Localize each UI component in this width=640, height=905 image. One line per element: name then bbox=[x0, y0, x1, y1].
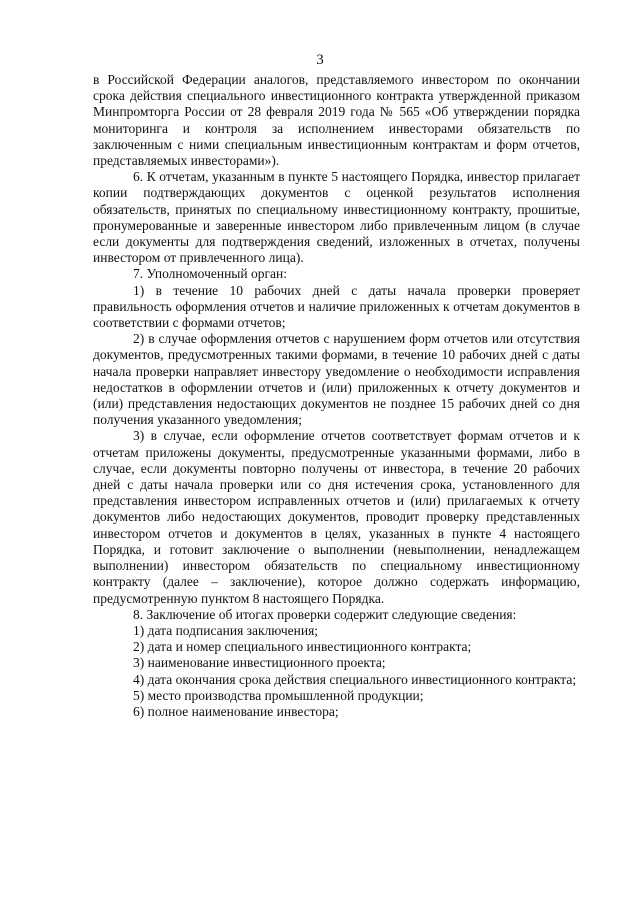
paragraph-8-item-6: 6) полное наименование инвестора; bbox=[133, 703, 339, 719]
page-number: 3 bbox=[316, 52, 324, 68]
paragraph-7-item-3: 3) в случае, если оформление отчетов соответствует формам отчетов и к отчетам приложены документы, предусмотренные указанными формами, либо в случае, если документы повторно получены от инвестора, в течение 20 рабочих дней с даты начала проверки или со дня истечения срока, установленного для представления инвестором исправленных отчетов и (или) прилагаемых к отчету документов либо недостающих документов, проводит проверку представленных инвестором отчетов и документов в целях, указанных в пункте 4 настоящего Порядка, и готовит заключение о выполнении (невыполнении, ненадлежащем выполнении) инвестором обязательств по специальному инвестиционному контракту (далее – заключение), которое должно содержать информацию, предусмотренную пунктом 8 настоящего Порядка. bbox=[93, 428, 580, 606]
paragraph-8-item-1: 1) дата подписания заключения; bbox=[133, 622, 319, 638]
paragraph-7-item-2: 2) в случае оформления отчетов с нарушением форм отчетов или отсутствия документов, предусмотренных такими формами, в течение 10 рабочих дней с даты начала проверки направляет инвестору уведомление о необходимости исправления недостатков в оформлении отчетов и (или) приложенных к отчету документов и (или) представления недостающих документов не позднее 15 рабочих дней со дня получения указанного уведомления; bbox=[93, 331, 580, 428]
paragraph-6: 6. К отчетам, указанным в пункте 5 настоящего Порядка, инвестор прилагает копии подтверждающих документов с оценкой результатов исполнения обязательств, принятых по специальному инвестиционному контракту, прошитые, пронумерованные и заверенные инвестором либо привлеченным лицом (в случае если документы для подтверждения сведений, изложенных в отчетах, получены инвестором от привлеченного лица). bbox=[93, 169, 580, 266]
paragraph-8-heading: 8. Заключение об итогах проверки содержит следующие сведения: bbox=[133, 606, 517, 622]
paragraph-8-item-3: 3) наименование инвестиционного проекта; bbox=[133, 655, 386, 671]
paragraph-7-item-1: 1) в течение 10 рабочих дней с даты начала проверки проверяет правильность оформления отчетов и наличие приложенных к отчетам документов в соответствии с формами отчетов; bbox=[93, 282, 580, 331]
paragraph-8-item-5: 5) место производства промышленной продукции; bbox=[133, 687, 424, 703]
paragraph-7-heading: 7. Уполномоченный орган: bbox=[133, 266, 287, 282]
paragraph-8-item-4: 4) дата окончания срока действия специального инвестиционного контракта; bbox=[133, 671, 577, 687]
paragraph-continuation: в Российской Федерации аналогов, представляемого инвестором по окончании срока действия специального инвестиционного контракта утвержденной приказом Минпромторга России от 28 февраля 2019 года № 565 «Об утверждении порядка мониторинга и контроля за исполнением инвесторами обязательств по заключенным с ними специальным инвестиционным контрактам и форм отчетов, представляемых инвесторами»). bbox=[93, 72, 580, 169]
document-body bbox=[93, 72, 580, 720]
paragraph-8-item-2: 2) дата и номер специального инвестиционного контракта; bbox=[133, 639, 472, 655]
